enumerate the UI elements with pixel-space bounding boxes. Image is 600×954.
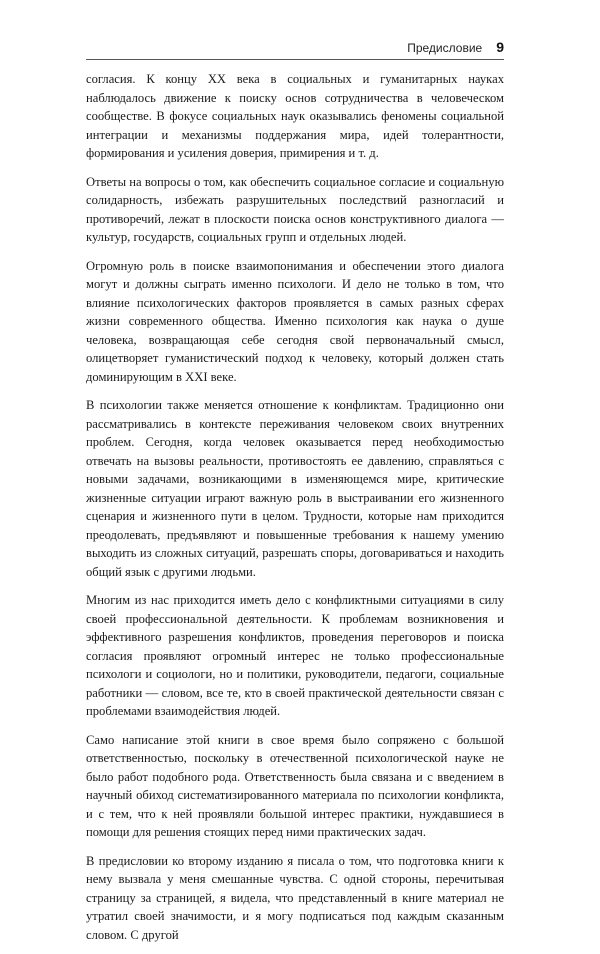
header-title: Предисловие: [407, 41, 483, 55]
paragraph-7: В предисловии ко второму изданию я писала о том, что подготовка книги к нему вызвала у меня смешанные чувства. С одной стороны, перечитывая страницу за страницей, я видела, что представленный в книге материал не утратил своей значимости, и я могу подписаться под каждым сказанным словом. С другой: [86, 853, 504, 942]
body-text: [86, 70, 504, 954]
paragraph-4: В психологии также меняется отношение к конфликтам. Традиционно они рассматривались в контексте переживания человеком своих внутренних проблем. Сегодня, когда человек оказывается перед необходимостью отвечать на вызовы реальности, противостоять ее давлению, справляться с новыми задачами, возникающими в изменяющемся мире, критические жизненные ситуации играют важную роль в выстраивании его жизненного сценария и жизненного пути в целом. Трудности, которые нам приходится преодолевать, предъявляют и повышенные требования к нашему умению выходить из сложных ситуаций, разрешать споры, договариваться и находить общий язык с другими людьми.: [86, 398, 504, 579]
paragraph-2: Ответы на вопросы о том, как обеспечить социальное согласие и социальную солидарность, избежать разрушительных последствий разногласий и противоречий, лежат в плоскости поиска основ конструктивного диалога — культур, государств, социальных групп и отдельных людей.: [86, 174, 504, 244]
paragraph-5: Многим из нас приходится иметь дело с конфликтными ситуациями в силу своей профессиональной деятельности. К проблемам возникновения и эффективного разрешения конфликтов, проведения переговоров и поиска согласия проявляют огромный интерес не только профессиональные психологи и социологи, но и политики, руководители, педагоги, социальные работники — словом, все те, кто в своей практической деятельности связан с проблемами взаимодействия людей.: [86, 593, 504, 718]
paragraph-6: Само написание этой книги в свое время было сопряжено с большой ответственностью, поскольку в отечественной психологической науке не было работ подобного рода. Ответственность была связана и с введением в научный обиход систематизированного материала по психологии конфликта, и с тем, что к ней проявляли большой интерес практики, нуждавшиеся в помощи для решения стоящих перед ними практических задач.: [86, 732, 504, 839]
paragraph-1: согласия. К концу XX века в социальных и гуманитарных науках наблюдалось движение к поиску основ сотрудничества в человеческом сообществе. В фокусе социальных наук оказывались феномены социальной интеграции и механизмы поддержания мира, идей толерантности, формирования и усиления доверия, примирения и т. д.: [86, 72, 504, 160]
running-header: [86, 36, 504, 60]
paragraph-3: Огромную роль в поиске взаимопонимания и обеспечении этого диалога могут и должны сыграть именно психологи. И дело не только в том, что влияние психологических факторов проявляется в самых разных сферах жизни современного общества. Именно психология как наука о душе человека, возвращающая себе сегодня свой первоначальный смысл, олицетворяет гуманистический подход к человеку, который должен стать доминирующим в XXI веке.: [86, 258, 504, 384]
page-number: 9: [496, 39, 504, 55]
